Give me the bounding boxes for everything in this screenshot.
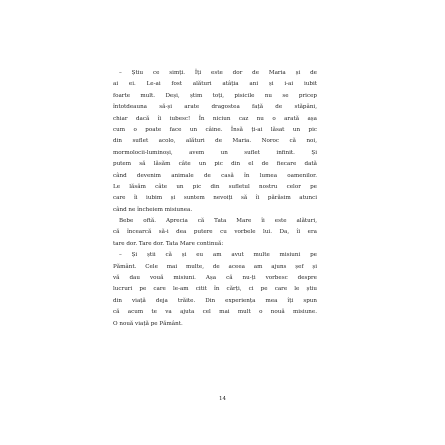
text-line: – Știu ce simți. Îți este dor de Maria și de (119, 70, 317, 76)
text-line: Pământ. Cele mai multe, de aceea am ajuns șef și (113, 263, 317, 270)
page-number: 14 (218, 396, 227, 402)
text-line: când ne încheiem misiunea. (113, 206, 193, 213)
text-line: că acum te va ajuta cel mai mult o nouă misiune. (113, 309, 317, 316)
text-line: că încearcă să-i dea putere cu vorbele lui. Da, îi era (113, 229, 317, 236)
text-line: cum o poate face un câine. Însă ți-ai lăsat un pic (113, 126, 317, 133)
text-line: chiar dacă îi iubesc! În niciun caz nu o arată așa (113, 115, 317, 122)
text-line: O nouă viață pe Pământ. (113, 320, 183, 327)
paragraph-3 (113, 250, 317, 330)
text-line: care îi iubim și suntem nevoiți să îi părăsim atunci (113, 195, 317, 202)
text-line: ai ei. Le-ai fost alături atâția ani și i-ai iubit (113, 81, 317, 88)
text-line: Bebe oftă. Aprecia că Tata Mare îi este alături, (119, 218, 317, 225)
text-line: vă dau vouă misiuni. Așa că nu-ți vorbesc despre (113, 275, 317, 282)
text-line: tare dor. Tare dor. Tata Mare continuă: (113, 240, 224, 247)
text-line: Le lăsăm câte un pic din sufletul nostru celor pe (113, 183, 317, 190)
body-text (113, 68, 317, 330)
text-line: când devenim animale de casă în lumea oamenilor. (113, 172, 317, 179)
text-line: întotdeauna să-și arate dragostea față de stăpâni, (113, 104, 317, 111)
text-line: din viață deja trăite. Din experiența mea îți spun (113, 297, 317, 304)
text-line: lucruri pe care le-am citit în cărți, ci pe care le știu (113, 286, 317, 293)
text-line: foarte mult. Deși, știm toți, pisicile nu se pricep (113, 92, 317, 99)
text-line: – Și știi că și eu am avut multe misiuni pe (119, 252, 317, 259)
text-line: mormolocii-luminoși, avem un suflet infinit. Și (113, 149, 317, 156)
paragraph-2 (113, 216, 317, 250)
text-line: din suflet acolo, alături de Maria. Noroc că noi, (113, 138, 317, 145)
text-line: putem să lăsăm câte un pic din el de fiecare dată (113, 161, 317, 168)
paragraph-1 (113, 68, 317, 216)
